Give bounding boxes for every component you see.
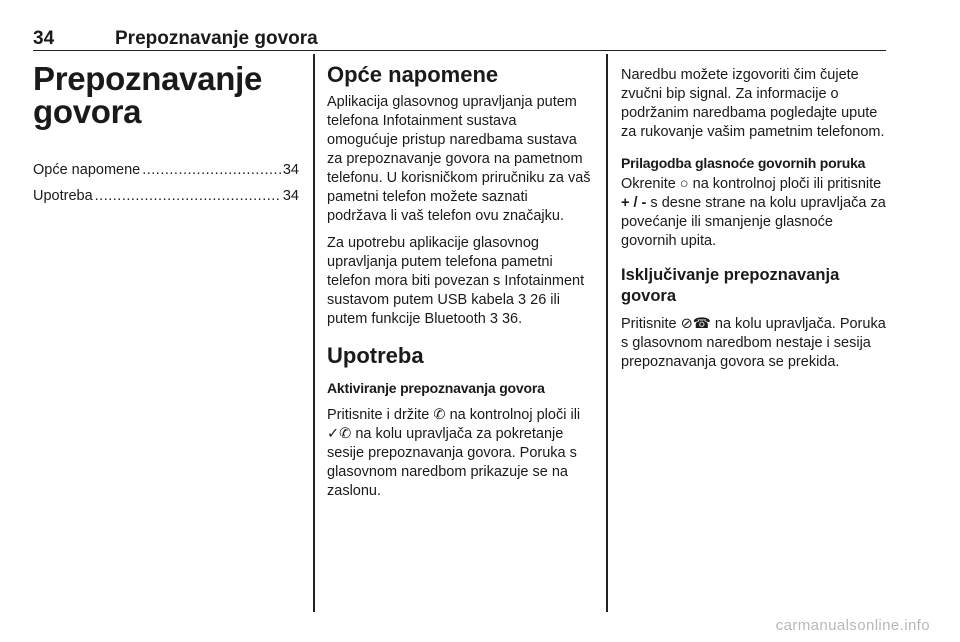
paragraph: Aplikacija glasovnog upravljanja putem telefona Infotainment sustava omogućuje pristup naredbama sustava za prepoznavanje govora na pametnom telefonu. U korisničkom priručniku za vaš pametni telefon možete saznati podržava li vaš telefon ovu značajku. bbox=[327, 94, 591, 224]
column-divider bbox=[313, 54, 315, 612]
knob-icon: ○ bbox=[679, 176, 689, 192]
toc-entry-page: 34 bbox=[282, 162, 299, 178]
chapter-title-line1: Prepoznavanje bbox=[33, 60, 263, 97]
paragraph bbox=[327, 406, 591, 501]
paragraph bbox=[621, 315, 887, 372]
toc-dot-leader bbox=[142, 160, 281, 180]
paragraph: Naredbu možete izgovoriti čim čujete zvučni bip signal. Za informacije o podržanim naredbama pogledajte upute za rukovanje vašim pametnim telefonom. bbox=[621, 67, 885, 140]
end-call-icon: ⊘☎ bbox=[680, 316, 711, 332]
section-heading-use: Upotreba bbox=[327, 343, 424, 368]
paragraph bbox=[327, 234, 591, 329]
text: Okrenite bbox=[621, 176, 676, 192]
page-header bbox=[33, 24, 886, 51]
text: Pritisnite bbox=[621, 316, 677, 332]
text: na kolu upravljača. Poruka s glasovnom naredbom nestaje i sesija prepoznavanja govora se prekida. bbox=[621, 316, 886, 370]
page-number: 34 bbox=[33, 28, 55, 49]
subheading-activate: Aktiviranje prepoznavanja govora bbox=[327, 380, 545, 396]
text: na kolu upravljača za pokretanje sesije prepoznavanja govora. Poruka s glasovnom naredbom prikazuje se na zaslonu. bbox=[327, 426, 577, 499]
column-right bbox=[621, 62, 887, 380]
column-middle bbox=[327, 62, 591, 509]
page-reference-icon: 3 bbox=[489, 311, 498, 327]
section-heading-general: Opće napomene bbox=[327, 62, 499, 87]
steering-voice-icon: ✓✆ bbox=[327, 426, 352, 442]
toc-entry-label: Opće napomene bbox=[33, 162, 141, 178]
chapter-title bbox=[33, 62, 299, 128]
toc-dot-leader bbox=[95, 186, 281, 206]
text: Za upotrebu aplikacije glasovnog upravljanja putem telefona pametni telefon mora biti povezan s Infotainment sustavom putem USB kabela bbox=[327, 235, 585, 308]
subheading-volume: Prilagodba glasnoće govornih poruka bbox=[621, 155, 866, 171]
phone-icon: ✆ bbox=[433, 407, 446, 423]
page-reference[interactable]: 36. bbox=[501, 311, 523, 327]
chapter-title-line2: govora bbox=[33, 93, 142, 130]
column-divider bbox=[606, 54, 608, 612]
text: na kontrolnoj ploči ili bbox=[449, 407, 581, 423]
watermark: carmanualsonline.info bbox=[775, 617, 930, 634]
toc-entry-label: Upotreba bbox=[33, 188, 93, 204]
page-reference-icon: 3 bbox=[518, 292, 527, 308]
paragraph bbox=[621, 175, 887, 251]
volume-keys: + / - bbox=[621, 195, 647, 211]
text: na kontrolnoj ploči ili pritisnite bbox=[692, 176, 882, 192]
text: ili putem funkcije Bluetooth bbox=[327, 292, 560, 327]
toc-entry[interactable] bbox=[33, 160, 299, 180]
column-toc bbox=[33, 62, 299, 212]
text: Pritisnite i držite bbox=[327, 407, 430, 423]
running-title: Prepoznavanje govora bbox=[115, 28, 318, 49]
page-reference[interactable]: 26 bbox=[530, 292, 547, 308]
toc-entry-page: 34 bbox=[282, 188, 299, 204]
text: s desne strane na kolu upravljača za povećanje ili smanjenje glasnoće govornih upita. bbox=[621, 195, 886, 249]
toc-entry[interactable] bbox=[33, 186, 299, 206]
subheading-deactivate: Isključivanje prepoznavanja govora bbox=[621, 266, 840, 305]
